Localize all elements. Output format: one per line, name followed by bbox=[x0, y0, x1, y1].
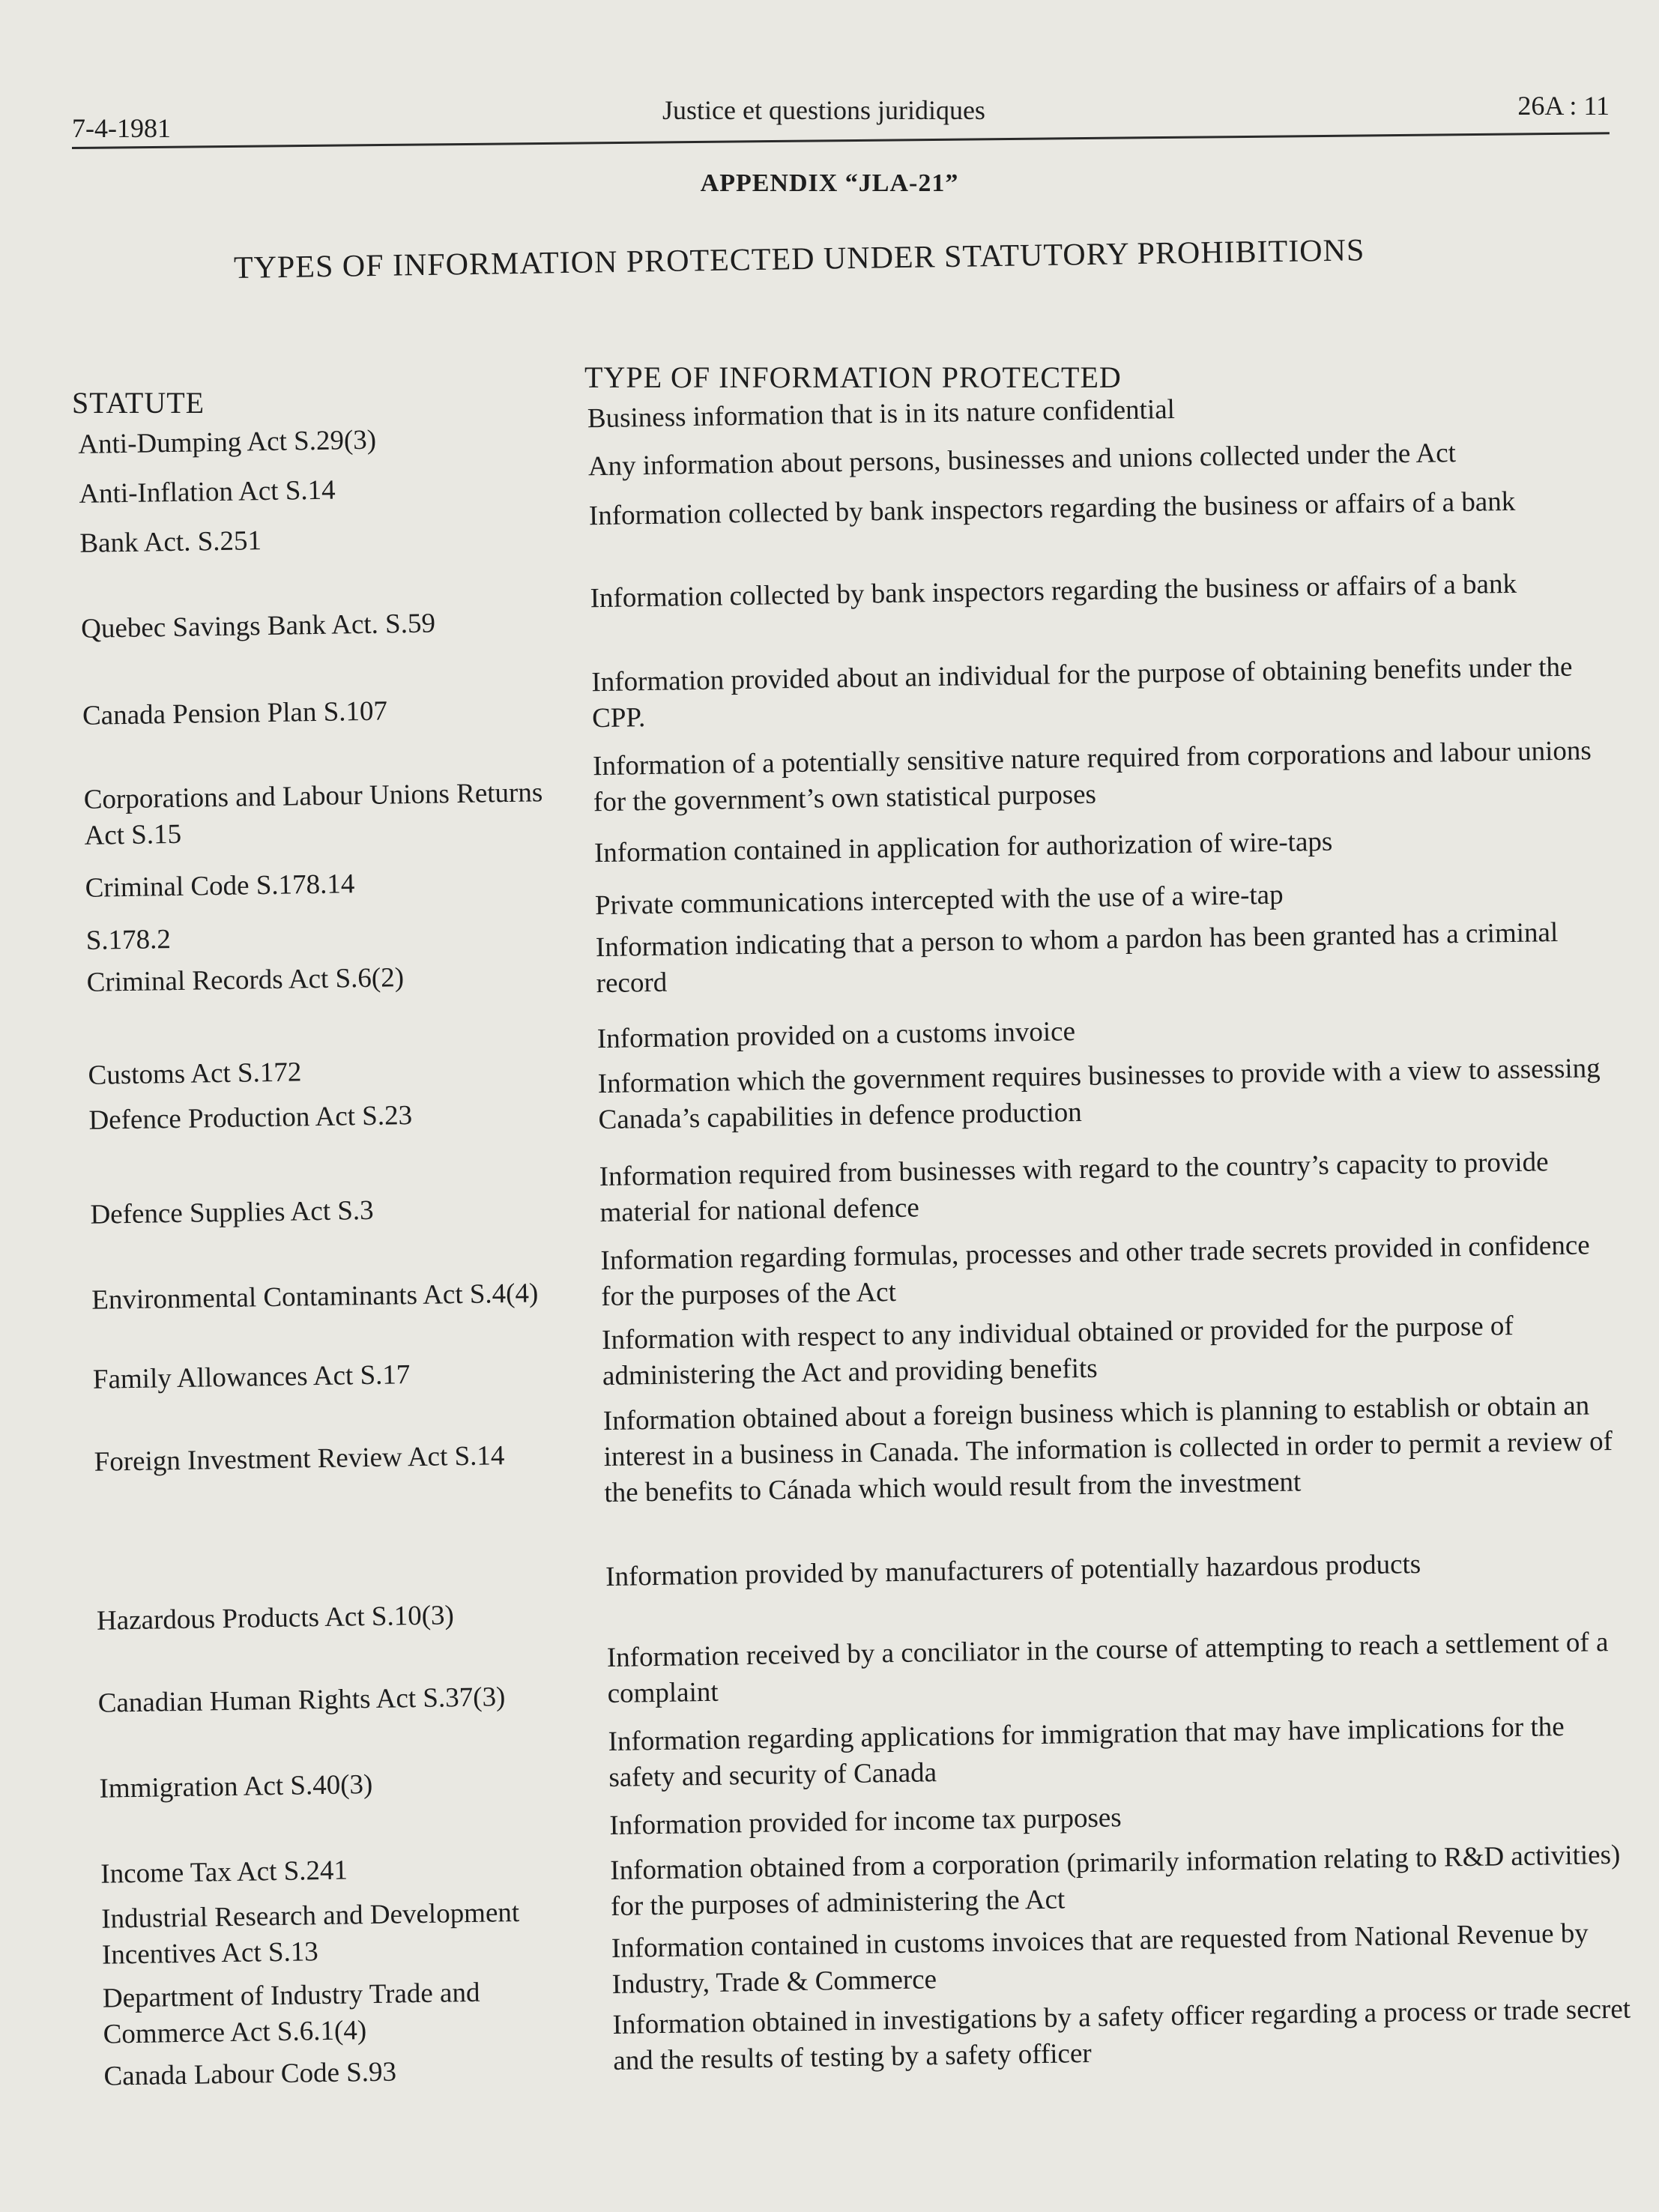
info-cell: Information with respect to any individual obtained or provided for the purpose of administering the Act and providing benefits bbox=[601, 1310, 1514, 1392]
statute-cell: Anti-Dumping Act S.29(3) bbox=[78, 424, 377, 460]
table-row bbox=[21, 1711, 1659, 1804]
table-row bbox=[12, 1146, 1659, 1230]
table-row bbox=[16, 1390, 1659, 1509]
statute-cell: Foreign Investment Review Act S.14 bbox=[94, 1440, 505, 1478]
table-row bbox=[13, 1230, 1659, 1316]
table-row bbox=[19, 1548, 1659, 1637]
info-cell: Information provided by manufacturers of potentially hazardous products bbox=[605, 1548, 1421, 1593]
info-cell: Information contained in application for authorization of wire-taps bbox=[593, 826, 1333, 869]
info-cell: Business information that is in its nature confidential bbox=[587, 393, 1176, 435]
header-date: 7-4-1981 bbox=[72, 113, 171, 143]
info-cell: Information contained in customs invoices that are requested from National Revenue by Industry, Trade & Commerce bbox=[611, 1918, 1589, 2000]
table-row bbox=[4, 651, 1659, 734]
header-title: Justice et questions juridiques bbox=[662, 95, 985, 125]
info-cell: Information provided about an individual for the purpose of obtaining benefits under the CPP. bbox=[591, 651, 1573, 734]
statute-cell: Industrial Research and Development Incentives Act S.13 bbox=[100, 1897, 520, 1971]
page-title: TYPES OF INFORMATION PROTECTED UNDER STATUTORY PROHIBITIONS bbox=[233, 233, 1365, 285]
info-cell: Information collected by bank inspectors regarding the business or affairs of a bank bbox=[590, 568, 1517, 614]
table-row bbox=[3, 568, 1659, 644]
table-row bbox=[15, 1310, 1659, 1395]
statute-cell: S.178.2 bbox=[85, 924, 172, 956]
info-cell: Information regarding formulas, processes and other trade secrets provided in confidence for the purposes of the Act bbox=[600, 1230, 1590, 1313]
column-header-type: TYPE OF INFORMATION PROTECTED bbox=[584, 360, 1122, 394]
info-cell: Information provided for income tax purposes bbox=[609, 1802, 1122, 1842]
info-cell: Information collected by bank inspectors regarding the business or affairs of a bank bbox=[588, 486, 1516, 532]
info-cell: Information obtained about a foreign business which is planning to establish or obtain an interest in a business in Canada. The information is collected in order to permit a review of the benefits to Cánada which would result from the investment bbox=[602, 1390, 1613, 1509]
info-cell: Any information about persons, businesses and unions collected under the Act bbox=[587, 438, 1457, 483]
info-cell: Information indicating that a person to whom a pardon has been granted has a criminal record bbox=[595, 916, 1559, 1000]
statute-cell: Criminal Records Act S.6(2) bbox=[86, 962, 405, 998]
statute-cell: Income Tax Act S.241 bbox=[100, 1855, 348, 1890]
statute-cell: Defence Supplies Act S.3 bbox=[90, 1194, 374, 1230]
statute-cell: Corporations and Labour Unions Returns Act S.15 bbox=[83, 777, 543, 851]
statute-cell: Canada Pension Plan S.107 bbox=[82, 695, 388, 731]
statute-cell: Canadian Human Rights Act S.37(3) bbox=[97, 1681, 506, 1719]
info-cell: Information received by a conciliator in the course of attempting to reach a settlement of a complaint bbox=[606, 1627, 1609, 1710]
statute-cell: Hazardous Products Act S.10(3) bbox=[96, 1600, 455, 1637]
info-cell: Information of a potentially sensitive nature required from corporations and labour unions for the government’s own statistical purposes bbox=[592, 735, 1592, 818]
column-header-statute: STATUTE bbox=[72, 386, 205, 420]
statute-cell: Anti-Inflation Act S.14 bbox=[79, 474, 336, 510]
info-cell: Information regarding applications for immigration that may have implications for the safety and security of Canada bbox=[608, 1711, 1565, 1794]
table-row bbox=[0, 393, 1659, 460]
statute-cell: Environmental Contaminants Act S.4(4) bbox=[91, 1278, 539, 1316]
statute-cell: Department of Industry Trade and Commerce Act S.6.1(4) bbox=[102, 1977, 480, 2050]
info-cell: Information provided on a customs invoice bbox=[596, 1016, 1076, 1055]
statute-cell: Customs Act S.172 bbox=[88, 1057, 302, 1091]
statute-cell: Immigration Act S.40(3) bbox=[99, 1768, 373, 1804]
statute-cell: Bank Act. S.251 bbox=[79, 525, 262, 559]
header-page-number: 26A : 11 bbox=[1517, 91, 1610, 121]
statute-cell: Defence Production Act S.23 bbox=[88, 1100, 413, 1136]
info-cell: Information which the government requires businesses to provide with a view to assessing Canada’s capabilities in defence production bbox=[597, 1053, 1601, 1136]
info-cell: Information obtained from a corporation (primarily information relating to R&D activities) for the purposes of administering the Act bbox=[610, 1839, 1621, 1923]
statute-cell: Canada Labour Code S.93 bbox=[103, 2056, 397, 2092]
info-cell: Private communications intercepted with the use of a wire-tap bbox=[594, 879, 1284, 922]
statute-cell: Quebec Savings Bank Act. S.59 bbox=[80, 608, 436, 644]
statute-table bbox=[0, 393, 1659, 2092]
info-cell: Information obtained in investigations by a safety officer regarding a process or trade secret and the results of testing by a safety officer bbox=[612, 1993, 1631, 2076]
appendix-label: APPENDIX “JLA-21” bbox=[700, 169, 959, 197]
info-cell: Information required from businesses with regard to the country’s capacity to provide material for national defence bbox=[599, 1146, 1549, 1229]
statute-cell: Criminal Code S.178.14 bbox=[85, 868, 355, 904]
table-row bbox=[19, 1627, 1659, 1719]
statute-cell: Family Allowances Act S.17 bbox=[92, 1359, 411, 1395]
